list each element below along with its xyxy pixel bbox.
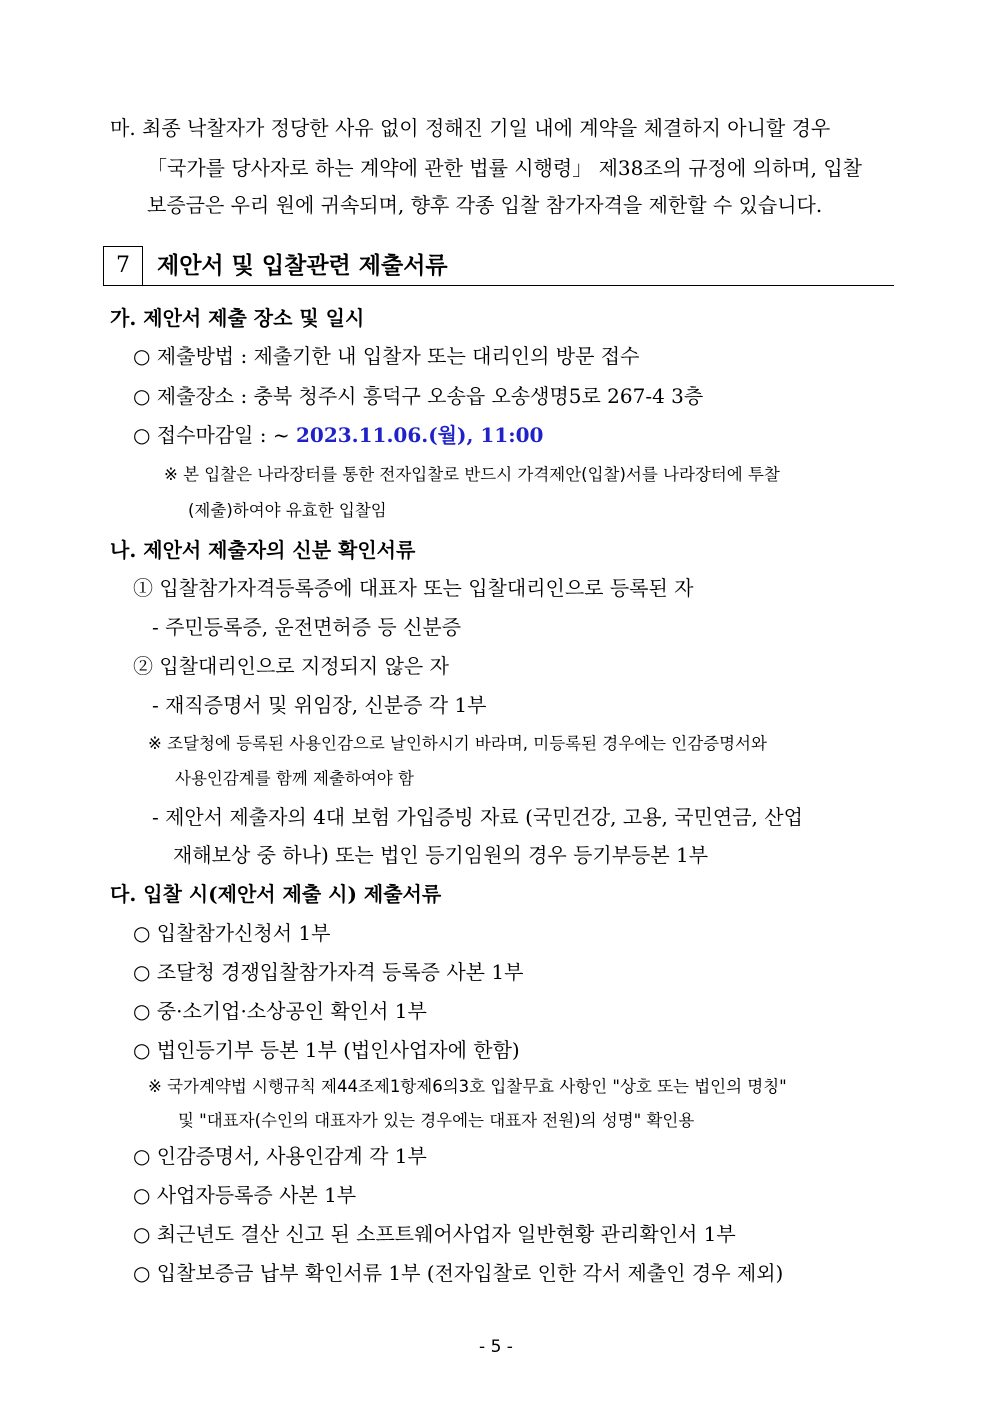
intro-line-3: 보증금은 우리 원에 귀속되며, 향후 각종 입찰 참가자격을 제한할 수 있습니다.: [147, 193, 823, 217]
da-item: ○ 중·소기업·소상공인 확인서 1부: [133, 999, 427, 1023]
ga-method: ○ 제출방법 : 제출기한 내 입찰자 또는 대리인의 방문 접수: [133, 344, 640, 368]
da-item: ○ 인감증명서, 사용인감계 각 1부: [133, 1144, 427, 1168]
ga-deadline-value: 2023.11.06.(월), 11:00: [295, 423, 544, 447]
ga-note-line-2: (제출)하여야 유효한 입찰임: [188, 501, 387, 520]
da-item: ○ 사업자등록증 사본 1부: [133, 1183, 357, 1207]
na-insurance-line-1: - 제안서 제출자의 4대 보험 가입증빙 자료 (국민건강, 고용, 국민연금, 산업: [152, 805, 803, 829]
section-title: 제안서 및 입찰관련 제출서류: [157, 252, 448, 279]
intro-line-2: 「국가를 당사자로 하는 계약에 관한 법률 시행령」 제38조의 규정에 의하며, 입찰: [147, 156, 862, 180]
na-item-1-sub: - 주민등록증, 운전면허증 등 신분증: [152, 615, 462, 639]
page-number: - 5 -: [479, 1337, 513, 1357]
da-note-line-2: 및 "대표자(수인의 대표자가 있는 경우에는 대표자 전원)의 성명" 확인용: [178, 1111, 695, 1130]
ga-note-line-1: ※ 본 입찰은 나라장터를 통한 전자입찰로 반드시 가격제안(입찰)서를 나라장터에 투찰: [164, 465, 780, 484]
da-item: ○ 입찰참가신청서 1부: [133, 921, 331, 945]
intro-line-1: 마. 최종 낙찰자가 정당한 사유 없이 정해진 기일 내에 계약을 체결하지 아니할 경우: [110, 116, 831, 140]
na-insurance-line-2: 재해보상 중 하나) 또는 법인 등기임원의 경우 등기부등본 1부: [173, 843, 709, 867]
da-note-line-1: ※ 국가계약법 시행규칙 제44조제1항제6의3호 입찰무효 사항인 "상호 또는 법인의 명칭": [148, 1077, 787, 1096]
na-note-line-2: 사용인감계를 함께 제출하여야 함: [175, 769, 414, 788]
da-item: ○ 조달청 경쟁입찰참가자격 등록증 사본 1부: [133, 960, 524, 984]
na-note-line-1: ※ 조달청에 등록된 사용인감으로 날인하시기 바라며, 미등록된 경우에는 인감증명서와: [148, 734, 767, 753]
da-item: ○ 최근년도 결산 신고 된 소프트웨어사업자 일반현황 관리확인서 1부: [133, 1222, 736, 1246]
ga-deadline: [133, 422, 543, 448]
ga-place: ○ 제출장소 : 충북 청주시 흥덕구 오송읍 오송생명5로 267-4 3층: [133, 384, 704, 408]
section-divider: [103, 285, 894, 286]
da-heading: 다. 입찰 시(제안서 제출 시) 제출서류: [110, 882, 442, 906]
da-item: ○ 법인등기부 등본 1부 (법인사업자에 한함): [133, 1038, 520, 1062]
ga-deadline-label: ○ 접수마감일 : ~: [133, 423, 296, 447]
na-heading: 나. 제안서 제출자의 신분 확인서류: [110, 538, 416, 562]
da-item: ○ 입찰보증금 납부 확인서류 1부 (전자입찰로 인한 각서 제출인 경우 제외): [133, 1261, 784, 1285]
section-number-box: 7: [103, 246, 143, 286]
na-item-2: ② 입찰대리인으로 지정되지 않은 자: [133, 654, 449, 678]
ga-heading: 가. 제안서 제출 장소 및 일시: [110, 306, 365, 330]
na-item-1: ① 입찰참가자격등록증에 대표자 또는 입찰대리인으로 등록된 자: [133, 576, 694, 600]
na-item-2-sub: - 재직증명서 및 위임장, 신분증 각 1부: [152, 693, 487, 717]
